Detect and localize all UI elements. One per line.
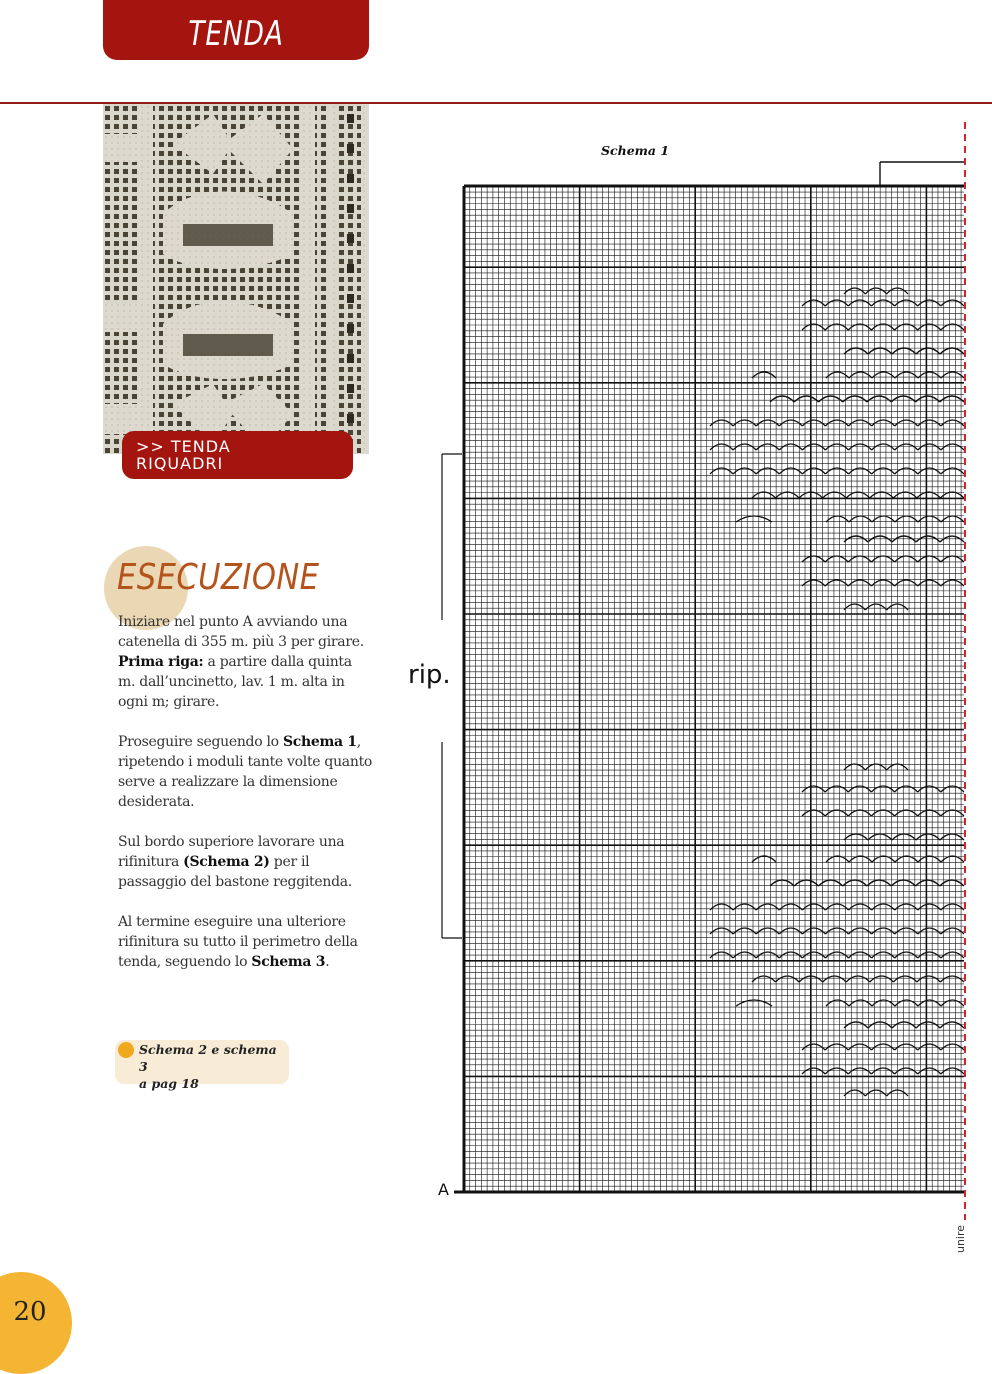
crochet-chart: [430, 120, 990, 1220]
stitch-arc: [825, 300, 848, 306]
stitch-arc: [867, 396, 891, 402]
header-title: TENDA: [188, 14, 284, 54]
stitch-arc: [844, 348, 868, 354]
stitch-arc: [848, 300, 871, 306]
stitch-arc: [844, 834, 868, 840]
stitch-arc: [776, 976, 800, 982]
stitch-arc: [779, 444, 802, 450]
schema-ref: (Schema 2): [183, 854, 270, 870]
stitch-arc: [843, 396, 867, 402]
stitch-arc: [794, 880, 818, 886]
instruction-start: Iniziare nel punto A avviando una catenella di 355 m. più 3 per girare.: [118, 614, 364, 650]
photo-caption-line1: >> TENDA: [136, 437, 231, 456]
first-row-label: Prima riga:: [118, 654, 204, 670]
stitch-arc: [892, 1022, 916, 1028]
stitch-arc: [849, 468, 872, 474]
stitch-arc: [825, 928, 848, 934]
stitch-arc: [779, 928, 802, 934]
stitch-arc: [844, 288, 865, 294]
bullet-dot-icon: [118, 1042, 134, 1058]
text-span: Proseguire seguendo lo: [118, 734, 283, 750]
stitch-arc: [872, 468, 895, 474]
stitch-arc: [802, 810, 825, 816]
stitch-arc: [918, 810, 941, 816]
stitch-arc: [918, 904, 941, 910]
stitch-arc: [844, 764, 865, 770]
stitch-arc: [918, 1068, 941, 1074]
stitch-arc: [802, 928, 825, 934]
stitch-arc: [848, 786, 871, 792]
stitch-arc: [941, 928, 964, 934]
stitch-arc: [871, 300, 894, 306]
stitch-arc: [941, 1000, 964, 1006]
reference-note: [115, 1040, 289, 1091]
stitch-arc: [825, 468, 848, 474]
stitch-arc: [941, 1068, 964, 1074]
stitch-arc: [918, 1000, 941, 1006]
stitch-arc: [849, 904, 872, 910]
stitch-arc: [918, 300, 941, 306]
instruction-paragraph: [118, 912, 373, 972]
stitch-arc: [870, 976, 894, 982]
stitch-arc: [825, 444, 848, 450]
stitch-arc: [895, 1044, 918, 1050]
stitch-arc: [895, 1068, 918, 1074]
stitch-arc: [779, 468, 802, 474]
stitch-arc: [848, 1044, 871, 1050]
chart-frame: [442, 122, 965, 1220]
stitch-arc: [895, 904, 918, 910]
stitch-arc: [756, 444, 779, 450]
instruction-paragraph: [118, 732, 373, 812]
stitch-arc: [941, 556, 964, 562]
stitch-arc: [846, 976, 870, 982]
stitch-arc: [849, 928, 872, 934]
instruction-paragraph: [118, 832, 373, 892]
chart-grid: [464, 186, 964, 1192]
section-heading: ESECUZIONE: [117, 557, 320, 598]
stitch-arc: [916, 1022, 940, 1028]
stitch-arc: [941, 810, 964, 816]
stitch-arc: [895, 300, 918, 306]
stitch-arc: [756, 904, 779, 910]
stitch-arc: [872, 928, 895, 934]
first-row-text: a partire dalla quinta m. dall’uncinetto, lav. 1 m. alta in ogni m; girare.: [118, 654, 352, 710]
repeat-label: rip.: [408, 660, 451, 690]
stitch-arc: [794, 396, 818, 402]
stitch-arc: [802, 786, 825, 792]
stitch-arc: [825, 556, 848, 562]
reference-line1: Schema 2 e schema 3: [139, 1042, 277, 1074]
stitch-arc: [848, 556, 871, 562]
stitch-arc: [940, 396, 964, 402]
curtain-photo: [103, 104, 369, 454]
stitch-arc: [941, 468, 964, 474]
stitch-arc: [848, 1068, 871, 1074]
stitch-arc: [843, 880, 867, 886]
stitch-arc: [918, 786, 941, 792]
stitch-arc: [916, 396, 940, 402]
stitch-arc: [848, 810, 871, 816]
stitch-arc: [802, 300, 825, 306]
photo-caption: [136, 438, 231, 472]
stitch-arc: [941, 1044, 964, 1050]
stitch-arc: [825, 1068, 848, 1074]
stitch-arc: [892, 834, 916, 840]
reference-text: [139, 1041, 289, 1092]
stitch-arc: [871, 1044, 894, 1050]
stitch-arc: [823, 976, 847, 982]
stitch-arc: [802, 904, 825, 910]
stitch-arc: [893, 976, 917, 982]
schema-ref: Schema 3: [251, 954, 326, 970]
stitch-arc: [871, 556, 894, 562]
stitch-arc: [756, 928, 779, 934]
stitch-arc: [895, 444, 918, 450]
stitch-arc: [941, 444, 964, 450]
reference-line2: a pag 18: [139, 1076, 199, 1091]
text-span: Al termine eseguire una ulteriore rifinitura su tutto il perimetro della tenda, seguendo lo: [118, 914, 358, 970]
photo-caption-line2: RIQUADRI: [136, 454, 224, 473]
stitch-arc: [871, 1068, 894, 1074]
stitch-arc: [895, 786, 918, 792]
text-span: per il passaggio del bastone reggitenda.: [118, 854, 352, 890]
photo-caption-badge: [122, 431, 353, 479]
stitch-arc: [916, 834, 940, 840]
stitch-arc: [918, 556, 941, 562]
text-span: .: [325, 954, 330, 970]
header-tab: [103, 0, 369, 60]
stitch-arc: [918, 516, 941, 522]
stitch-arc: [844, 1090, 865, 1096]
stitch-arc: [844, 1022, 868, 1028]
schema-ref: Schema 1: [282, 734, 357, 750]
stitch-arc: [779, 904, 802, 910]
chart-title: Schema 1: [600, 143, 670, 158]
stitch-arc: [872, 444, 895, 450]
stitch-arc: [941, 516, 964, 522]
stitch-arc: [756, 468, 779, 474]
stitch-arc: [918, 468, 941, 474]
stitch-arc: [825, 904, 848, 910]
stitch-arc: [916, 348, 940, 354]
stitch-arc: [872, 904, 895, 910]
stitch-arc: [918, 1044, 941, 1050]
stitch-arc: [844, 604, 865, 610]
stitch-arc: [802, 556, 825, 562]
stitch-arc: [802, 1044, 825, 1050]
text-span: Sul bordo superiore lavorare una rifinitura: [118, 834, 345, 870]
stitch-arc: [918, 444, 941, 450]
stitch-arc: [871, 786, 894, 792]
text-span: , ripetendo i moduli tante volte quanto serve a realizzare la dimensione desiderata.: [118, 734, 373, 810]
stitch-arc: [802, 1068, 825, 1074]
stitch-arc: [867, 880, 891, 886]
stitch-arc: [892, 348, 916, 354]
stitch-arc: [940, 880, 964, 886]
stitch-arc: [916, 880, 940, 886]
stitch-arc: [871, 810, 894, 816]
stitch-arc: [825, 786, 848, 792]
stitch-arc: [802, 468, 825, 474]
stitch-arc: [825, 810, 848, 816]
stitch-arc: [895, 810, 918, 816]
stitch-arc: [941, 904, 964, 910]
join-label: unire: [954, 1224, 967, 1254]
instruction-paragraph: [118, 612, 373, 712]
stitch-arc: [895, 928, 918, 934]
page-number: 20: [13, 1297, 47, 1327]
instructions-text: [118, 612, 373, 992]
stitch-arc: [825, 1044, 848, 1050]
stitch-arc: [752, 976, 776, 982]
start-point-label: A: [438, 1180, 449, 1199]
stitch-arc: [918, 928, 941, 934]
stitch-arc: [849, 444, 872, 450]
stitch-arc: [895, 468, 918, 474]
stitch-arc: [895, 556, 918, 562]
stitch-arc: [941, 300, 964, 306]
stitch-arc: [941, 786, 964, 792]
stitch-arc: [802, 444, 825, 450]
